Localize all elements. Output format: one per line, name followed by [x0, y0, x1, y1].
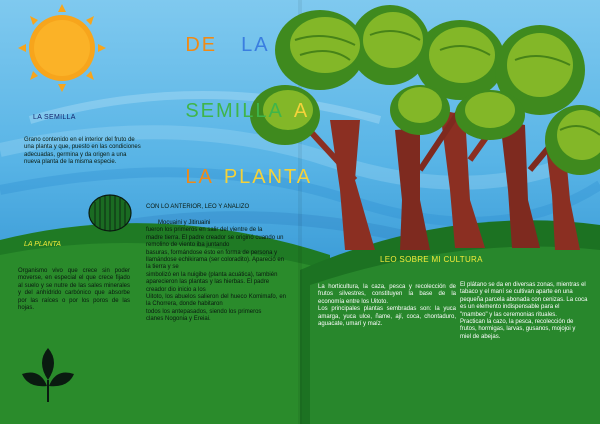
title-word: A: [293, 100, 310, 122]
title-line-2: [140, 78, 312, 144]
analizo-section: [146, 204, 286, 324]
seed-icon: [89, 195, 131, 231]
cultura-paragraph: Practican la cazo, la pesca, recolección de frutos, hormigas, larvas, gusanos, mojojoi y miel de abejas.: [460, 319, 576, 340]
title-word: SEMILLA: [185, 100, 284, 122]
cultura-paragraph: Los principales plantas sembradas son: la yuca amarga, yuca ulce, ñame, ají, coca, chontaduro, aguacate, umarí y maíz.: [318, 306, 456, 328]
title-word: LA: [185, 166, 214, 188]
semilla-text: Grano contenido en el interior del fruto de una planta y que, puesto en las condiciones adecuadas, germina y da origen a una nueva planta de la misma especie.: [24, 137, 141, 166]
analizo-paragraph: simbolizó en la nuigibe (planta acuática), también aparecieron las plantas y las hierbas. El padre creador dio inicio a los: [146, 271, 278, 293]
title-word: PLANTA: [223, 166, 313, 188]
analizo-paragraph: madre tierra. El padre creador se originó cuando un remolino de viento iba juntando: [146, 234, 284, 249]
title-line-3: [140, 144, 312, 210]
analizo-paragraph: fueron los primeros en salir del vientre de la: [146, 227, 263, 234]
cultura-right-column: [460, 282, 588, 341]
title-line-1: [140, 12, 312, 78]
analizo-paragraph: todos los antepasados, siendo los primeros: [146, 308, 262, 315]
planta-heading: LA PLANTA: [24, 241, 61, 248]
title-word: DE: [185, 34, 218, 56]
cultura-left-column: [318, 284, 456, 328]
cultura-paragraph: El plátano se da en diversas zonas, mientras el tabaco y el maní se cultivan aparte en una pequeña parcela abonada con cenizas. La coca es un elemento indispensable para el "mambeo" y las ceremonias rituales.: [460, 282, 588, 318]
analizo-subheading: Mocuaini y Jitiruaini: [158, 220, 211, 226]
sun-icon: [18, 4, 106, 92]
analizo-paragraph: clanes Nogonia y Ereiai.: [146, 316, 211, 323]
analizo-paragraph: basuras, formándose ésto en forma de persona y llamándose echikirama (ser coloradito). Apareció en la tierra y se: [146, 249, 285, 271]
cultura-heading: LEO SOBRE MI CULTURA: [380, 255, 483, 264]
semilla-heading: LA SEMILLA: [33, 114, 76, 121]
cultura-paragraph: La horticultura, la caza, pesca y recolección de frutos silvestres, constituyen la base de la economía entre los Uitoto.: [318, 284, 456, 305]
planta-text: Organismo vivo que crece sin poder moverse, en especial el que crece fijado al suelo y se nutre de las sales minerales y del anhídrido carbónico que absorbe por las raíces o por los poros de las hojas.: [18, 268, 130, 312]
page-title: [140, 12, 312, 210]
analizo-heading: CON LO ANTERIOR, LEO Y ANALIZO: [146, 204, 250, 210]
analizo-paragraph: Uitoto, los abuelos salieron del hueco Komimafo, en la Chorrera, donde habitaron: [146, 294, 286, 308]
title-word: LA: [241, 34, 270, 56]
